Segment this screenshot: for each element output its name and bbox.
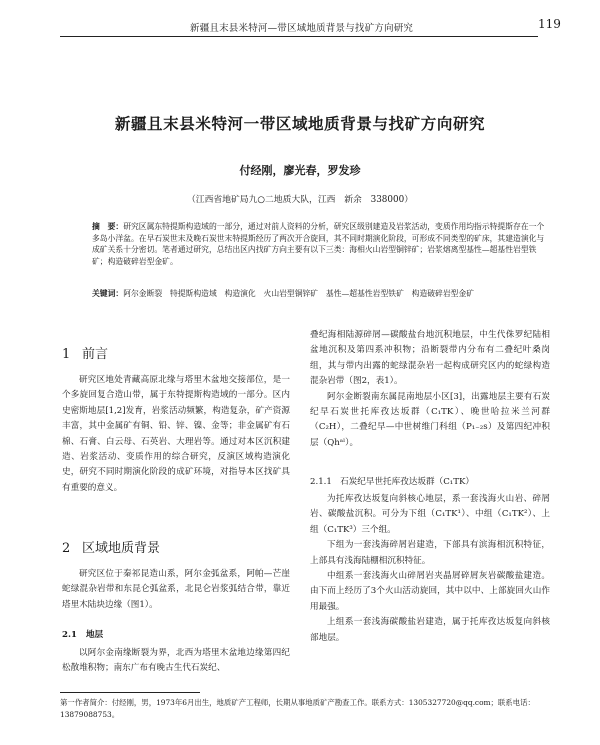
right-column-block-1 — [310, 328, 550, 451]
running-header-title: 新疆且末县米特河—带区域地质背景与找矿方向研究 — [190, 23, 414, 34]
right-paragraph-2: 阿尔金断裂南东属昆南地层小区[3]，出露地层主要有石炭纪早石炭世托库孜达坂群（C₁TK）、晚世哈拉米兰河群（C₂H），二叠纪早—中世树维门科组（P₁₋₂s）及第四纪冲积层（Qhᵃˡ）。 — [310, 391, 550, 448]
section-2-number: 2 — [62, 541, 71, 556]
page-number: 119 — [538, 17, 561, 31]
abstract-label: 摘 要： — [92, 222, 124, 231]
section-2-heading — [62, 537, 290, 556]
right-paragraph-1: 叠纪海相陆源碎屑—碳酸盐台地沉积地层，中生代侏罗纪陆相盆地沉积及第四系冲积物；沿断裂带内分布有二叠纪叶桑岗组，其与带内出露的蛇绿混杂岩一起构成研究区内的蛇绿构造混杂岩带（图2，表1）。 — [310, 330, 550, 387]
footnote-rule — [60, 692, 200, 693]
subsection-2-1-body — [62, 646, 290, 677]
right-column-block-2 — [310, 492, 550, 646]
author-footnote: 第一作者简介：付经刚，男，1973年6月出生，地质矿产工程师，长期从事地质矿产勘查工作。联系方式：1305327720@qq.com；联系电话：13879088753。 — [60, 698, 535, 719]
keywords-text: 阿尔金断裂 特提斯构造域 构造演化 火山岩型铜锌矿 基性—超基性岩型铁矿 构造破碎岩型金矿 — [123, 289, 475, 298]
affiliation: （江西省地矿局九○二地质大队，江西 新余 338000） — [187, 195, 413, 205]
section-2-title: 区域地质背景 — [82, 541, 161, 556]
subsection-2-1-1-heading — [310, 475, 550, 487]
paper-title: 新疆且末县米特河一带区域地质背景与找矿方向研究 — [114, 114, 486, 133]
right-paragraph-3: 为托库孜达坂复向斜核心地层，系一套浅海火山岩、碎屑岩、碳酸盐沉积。可分为下组（C₁TK¹）、中组（C₁TK²）、上组（C₁TK³）三个组。 — [310, 494, 550, 535]
section-1-paragraph: 研究区地处青藏高原北缘与塔里木盆地交接部位，是一个多旋回复合造山带，属于东特提斯构造域的一部分。区内史密斯地层[1,2]发育，岩浆活动频繁，构造复杂，矿产资源丰富，其中金属矿有铜、铅、锌、镍、金等；非金属矿有石棉、石膏、白云母、石英岩、大理岩等。通过对本区沉积建造、岩浆活动、变质作用的综合研究，反演区域构造演化史，研究不同时期演化阶段的成矿环境，对指导本区找矿具有重要的意义。 — [62, 375, 290, 493]
section-1-body — [62, 373, 290, 496]
section-2-paragraph: 研究区位于秦祁昆造山系，阿尔金弧盆系，阿帕—芒崖蛇绿混杂岩带和东昆仑弧盆系，北昆仑岩浆弧结合带，靠近塔里木陆块边缘（图1）。 — [62, 569, 290, 610]
section-1-heading — [62, 343, 290, 362]
header-rule — [60, 36, 538, 37]
subsection-2-1-title: 地层 — [85, 630, 104, 640]
subsection-2-1-number: 2.1 — [62, 630, 77, 640]
subsection-2-1-heading — [62, 628, 290, 640]
authors: 付经刚，廖光春，罗发珍 — [239, 164, 361, 177]
abstract — [92, 221, 548, 267]
keywords — [92, 287, 548, 300]
right-paragraph-5: 中组系一套浅海火山碎屑岩夹晶屑碎屑灰岩碳酸盐建造。由下而上经历了3个火山活动旋回，其中以中、上部旋回火山作用最强。 — [310, 571, 550, 612]
subsection-2-1-1-title: 石炭纪早世托库孜达坂群（C₁TK） — [340, 477, 474, 487]
section-2-body — [62, 567, 290, 613]
right-paragraph-4: 下组为一套浅海碎屑岩建造，下部具有滨海相沉积特征，上部具有浅海陆棚相沉积特征。 — [310, 540, 550, 566]
right-paragraph-6: 上组系一套浅海碳酸盐岩建造，属于托库孜达坂复向斜核部地层。 — [310, 617, 550, 643]
keywords-label: 关键词： — [92, 289, 124, 298]
section-1-title: 前言 — [82, 347, 109, 362]
section-1-number: 1 — [62, 347, 71, 362]
abstract-text: 研究区属东特提斯构造域的一部分，通过对前人资料的分析，研究区级别建造及岩浆活动，变质作用均指示特提斯存在一个多岛小洋盆。在早石炭世末及晚石炭世末特提斯经历了两次开合旋回，其不同时期演化阶段，可形成不同类型的矿床，其建造演化与成矿关系十分密切。笔者通过研究，总结出区内找矿方向主要有以下三类：海相火山岩型铜锌矿；岩浆熔离型基性—超基性岩型铁矿；构造破碎岩型金矿。 — [92, 222, 545, 266]
subsection-2-1-1-number: 2.1.1 — [310, 477, 332, 487]
subsection-2-1-paragraph: 以阿尔金南缘断裂为界，北西为塔里木盆地边缘第四纪松散堆积物；南东广布有晚古生代石炭纪、 — [62, 648, 290, 674]
